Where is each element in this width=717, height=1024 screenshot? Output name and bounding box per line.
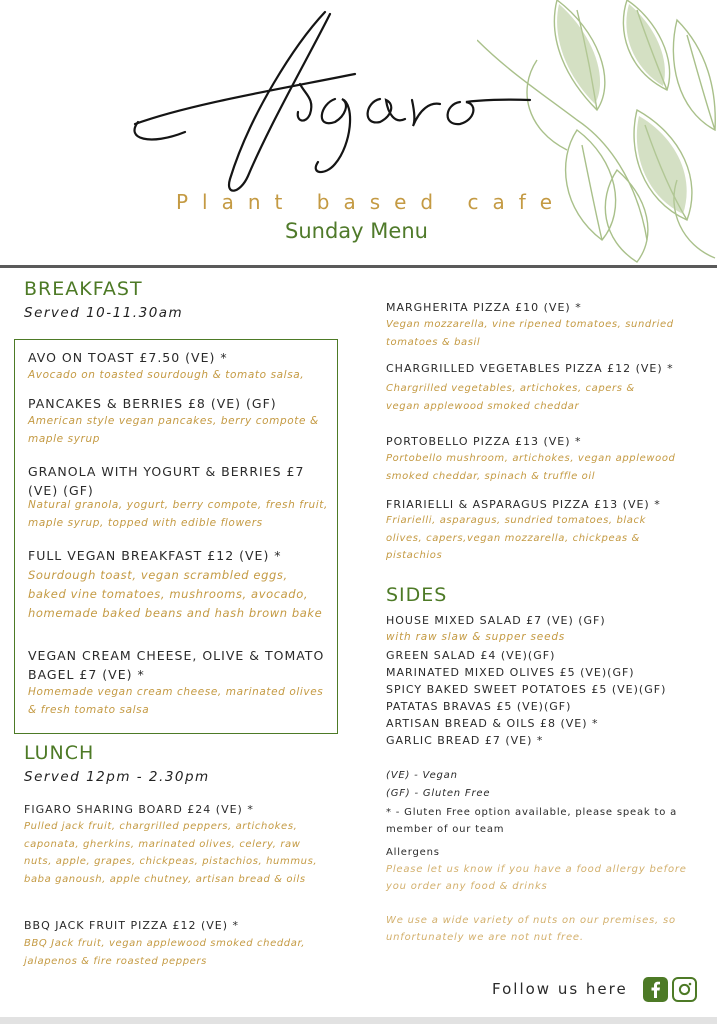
side-item: MARINATED MIXED OLIVES £5 (VE)(GF)	[386, 666, 635, 679]
pizza-name: CHARGRILLED VEGETABLES PIZZA £12 (VE) *	[386, 362, 674, 375]
lunch-item-name: BBQ JACK FRUIT PIZZA £12 (VE) *	[24, 919, 240, 932]
pizza-desc: Vegan mozzarella, vine ripened tomatoes, sundried tomatoes & basil	[386, 319, 674, 348]
sides-title: SIDES	[386, 584, 448, 606]
pizza-desc: Portobello mushroom, artichokes, vegan applewood smoked cheddar, spinach & truffle oil	[386, 453, 676, 482]
breakfast-item-desc: Avocado on toasted sourdough & tomato salsa,	[28, 369, 305, 381]
header	[0, 0, 717, 266]
side-item: PATATAS BRAVAS £5 (VE)(GF)	[386, 700, 572, 713]
pizza-name: FRIARIELLI & ASPARAGUS PIZZA £13 (VE) *	[386, 498, 661, 511]
pizza-name: PORTOBELLO PIZZA £13 (VE) *	[386, 435, 582, 448]
instagram-icon[interactable]	[672, 977, 697, 1002]
header-divider	[0, 265, 717, 268]
side-item: ARTISAN BREAD & OILS £8 (VE) *	[386, 717, 599, 730]
side-note: with raw slaw & supper seeds	[386, 631, 566, 643]
side-item: SPICY BAKED SWEET POTATOES £5 (VE)(GF)	[386, 683, 667, 696]
key-gluten-free: (GF) - Gluten Free	[386, 788, 491, 799]
facebook-glyph	[643, 977, 668, 1002]
follow-text: Follow us here	[492, 980, 628, 998]
side-item: GARLIC BREAD £7 (VE) *	[386, 734, 544, 747]
pizza-desc: Chargrilled vegetables, artichokes, capers & vegan applewood smoked cheddar	[386, 383, 635, 412]
breakfast-item-desc: Homemade vegan cream cheese, marinated olives & fresh tomato salsa	[28, 686, 324, 716]
key-gf-option: * - Gluten Free option available, please speak to a member of our team	[386, 807, 678, 835]
footer-strip	[0, 1017, 717, 1024]
lunch-served: Served 12pm - 2.30pm	[24, 769, 210, 785]
subtitle: Plant based cafe	[176, 190, 567, 214]
allergens-text: Please let us know if you have a food allergy before you order any food & drinks	[386, 864, 687, 892]
breakfast-item-desc: Sourdough toast, vegan scrambled eggs, baked vine tomatoes, mushrooms, avocado, homemade baked beans and hash brown bake	[28, 568, 323, 620]
pizza-name: MARGHERITA PIZZA £10 (VE) *	[386, 301, 582, 314]
breakfast-item-name: GRANOLA WITH YOGURT & BERRIES £7 (VE) (GF)	[28, 464, 305, 498]
breakfast-item-desc: American style vegan pancakes, berry compote & maple syrup	[28, 415, 319, 445]
instagram-glyph	[674, 979, 695, 1000]
pizza-desc: Friarielli, asparagus, sundried tomatoes, black olives, capers,vegan mozzarella, chickpeas & pistachios	[386, 515, 647, 561]
lunch-title: LUNCH	[24, 742, 95, 764]
breakfast-item-name: FULL VEGAN BREAKFAST £12 (VE) *	[28, 548, 282, 563]
lunch-item-desc: BBQ Jack fruit, vegan applewood smoked cheddar, jalapenos & fire roasted peppers	[24, 938, 306, 967]
nuts-text: We use a wide variety of nuts on our premises, so unfortunately we are not nut free.	[386, 915, 676, 943]
logo-text: figaro	[130, 4, 133, 5]
figaro-logo	[130, 4, 540, 200]
lunch-item-name: FIGARO SHARING BOARD £24 (VE) *	[24, 803, 254, 816]
breakfast-item-desc: Natural granola, yogurt, berry compote, fresh fruit, maple syrup, topped with edible flowers	[28, 499, 328, 529]
menu-title	[0, 219, 717, 243]
lunch-item-desc: Pulled jack fruit, chargrilled peppers, artichokes, caponata, gherkins, marinated olives, celery, raw nuts, apple, grapes, chickpeas, pistachios, hummus, baba ganoush, apple chutney, artisan bread & oils	[24, 821, 318, 885]
allergens-title: Allergens	[386, 847, 440, 858]
menu-title-text: Sunday Menu	[285, 219, 428, 243]
breakfast-item-name: AVO ON TOAST £7.50 (VE) *	[28, 350, 228, 365]
breakfast-item-name: VEGAN CREAM CHEESE, OLIVE & TOMATO BAGEL £7 (VE) *	[28, 648, 325, 682]
breakfast-title: BREAKFAST	[24, 278, 143, 300]
breakfast-item-name: PANCAKES & BERRIES £8 (VE) (GF)	[28, 396, 277, 411]
facebook-icon[interactable]	[643, 977, 668, 1002]
key-vegan: (VE) - Vegan	[386, 770, 458, 781]
breakfast-served: Served 10-11.30am	[24, 305, 184, 321]
side-item: GREEN SALAD £4 (VE)(GF)	[386, 649, 556, 662]
side-item: HOUSE MIXED SALAD £7 (VE) (GF)	[386, 614, 606, 627]
